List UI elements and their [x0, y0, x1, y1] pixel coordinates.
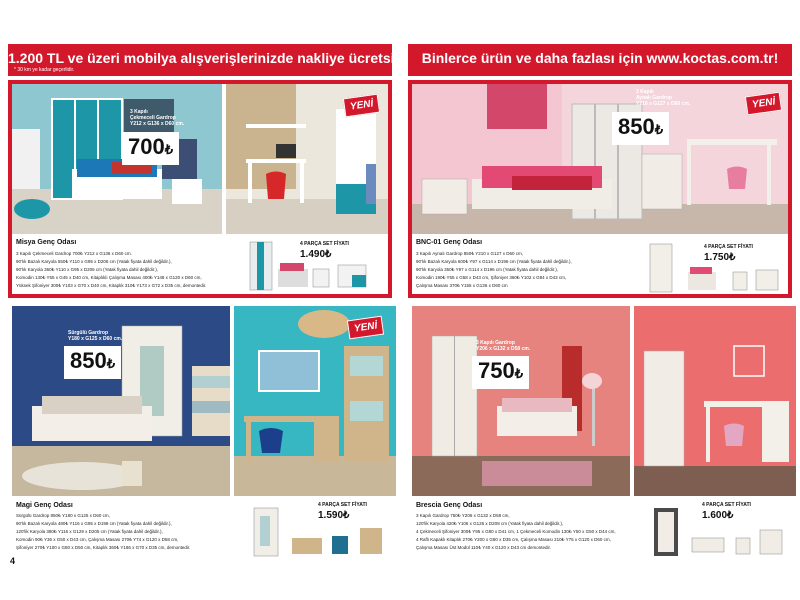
spec-list — [416, 512, 652, 552]
product-label — [68, 330, 122, 342]
badge-currency: ₺ — [164, 142, 173, 157]
misya-bedroom-photo — [12, 84, 222, 234]
set-price: 1.600₺ — [702, 510, 734, 521]
spec-line: 3 Kapılı Çekmeceli Gardrop 700₺ Y212 x G136 x D60 cm. — [16, 251, 132, 256]
label-line: Y212 x G136 x D60 cm. — [130, 121, 185, 127]
banner-text: 1.200 TL ve üzeri mobilya alışverişlerinizde nakliye ücretsiz! — [8, 50, 407, 66]
set-items-thumbnails — [252, 506, 392, 561]
set-label: 4 PARÇA SET FİYATI — [300, 241, 349, 247]
price-badge — [472, 356, 529, 389]
set-title: BNC-01 Genç Odası — [416, 239, 483, 246]
badge-price: 750 — [478, 358, 515, 383]
bnc01-room-illustration — [412, 84, 788, 234]
spec-line: 4 Çekmeceli Şifoniyer 300₺ Y95 x G80 x D41 cm, 1 Çekmeceli Komodin 130₺ Y50 x G50 x D44 cm, — [416, 529, 616, 534]
badge-price: 850 — [618, 114, 655, 139]
label-line: 3 Kapılı — [130, 109, 148, 115]
price-badge — [64, 346, 121, 379]
set-price: 1.490₺ — [300, 249, 332, 260]
set-label: 4 PARÇA SET FİYATI — [318, 502, 367, 508]
spec-line: 3 Kapılı Aynalı Gardrop 850₺ Y210 x G127 x D60 cm, — [416, 251, 524, 256]
magi-bedroom-photo — [12, 306, 230, 496]
set-items-thumbnails — [648, 242, 788, 297]
spec-line: 120'lik Karyola 380₺ Y116 x G129 x D205 cm (Yatak fiyata dahil değildir.), — [16, 529, 163, 534]
label-line: 3 Kapılı — [636, 89, 654, 95]
new-tag: YENİ — [347, 316, 385, 340]
spec-line: Çalışma Masası 370₺ Y155 x G136 x D60 cm — [416, 283, 508, 288]
label-line: Sürgülü Gardrop — [68, 330, 108, 336]
spec-line: Yüksek Şifoniyer 300₺ Y103 x G70 x D40 cm, Kitaplık 310₺ Y173 x G72 x D35 cm, demontedir. — [16, 283, 207, 288]
set-title: Magi Genç Odası — [16, 502, 73, 509]
spec-line: Şifoniyer 270₺ Y100 x G80 x D50 cm, Kitaplık 360₺ Y186 x G70 x D35 cm, demontedir. — [16, 545, 191, 550]
website-banner — [408, 44, 792, 76]
misya-panel — [8, 80, 392, 298]
badge-price: 850 — [70, 348, 107, 373]
spec-list — [416, 250, 652, 290]
spec-line: 3 Kapılı Gardrop 750₺ Y206 x G132 x D58 cm, — [416, 513, 510, 518]
misya-room-illustration — [12, 84, 222, 234]
page-number: 4 — [10, 556, 16, 566]
brescia-desk-photo — [634, 306, 796, 496]
label-line: Çekmeceli Gardrop — [130, 115, 176, 121]
spec-line: 90'lık Karyola 360₺ Y110 x G95 x D206 cm (Yatak fiyata dahil değildir.), — [16, 267, 159, 272]
product-label — [636, 89, 690, 107]
bnc01-bedroom-photo — [412, 84, 788, 234]
spec-line: 90'lık Karyola 350₺ Y97 x G114 x D196 cm (Yatak fiyata dahil değildir.), — [416, 267, 559, 272]
brescia-bedroom-photo — [412, 306, 630, 496]
brescia-panel — [408, 302, 792, 560]
price-badge — [122, 132, 179, 165]
label-line: Y180 x G125 x D60 cm. — [68, 336, 123, 342]
spec-line: Çalışma Masası Üst Modül 110₺ Y40 x G120 x D43 cm demontedir. — [416, 545, 552, 550]
badge-currency: ₺ — [654, 122, 663, 137]
new-tag: YENİ — [745, 92, 783, 116]
label-line: Y206 x G132 x D58 cm. — [476, 346, 531, 352]
spec-line: 90'lık Bazalı Karyola 550₺ Y110 x G95 x D206 cm (Yatak fiyata dahil değildir.), — [16, 259, 172, 264]
set-label: 4 PARÇA SET FİYATI — [704, 244, 753, 250]
free-delivery-banner — [8, 44, 407, 76]
spec-line: Sürgülü Gardrop 850₺ Y180 x G125 x D60 cm, — [16, 513, 110, 518]
set-label: 4 PARÇA SET FİYATI — [702, 502, 751, 508]
magi-desk-photo — [234, 306, 396, 496]
new-tag: YENİ — [343, 94, 381, 118]
bnc01-panel — [408, 80, 792, 298]
spec-line: 120'lik Karyola 420₺ Y106 x G126 x D208 cm (Yatak fiyata dahil değildir.), — [416, 521, 564, 526]
badge-currency: ₺ — [514, 366, 523, 381]
misya-desk-photo — [226, 84, 388, 234]
product-label — [476, 340, 530, 352]
set-title: Brescia Genç Odası — [416, 502, 483, 509]
badge-currency: ₺ — [106, 356, 115, 371]
set-title: Misya Genç Odası — [16, 239, 77, 246]
set-price: 1.750₺ — [704, 252, 736, 263]
set-items-thumbnails — [652, 506, 792, 561]
brescia-desk-illustration — [634, 306, 796, 496]
product-label — [130, 109, 184, 127]
banner-text: Binlerce ürün ve daha fazlası için www.koctas.com.tr! — [421, 50, 779, 66]
spec-line: 90'lık Bazalı Karyola 480₺ Y116 x G95 x D198 cm (Yatak fiyata dahil değildir.), — [16, 521, 172, 526]
banner-footnote: * 30 km ye kadar geçerlidir. — [14, 67, 75, 73]
label-line: Aynalı Gardrop — [636, 95, 672, 101]
set-items-thumbnails — [248, 239, 388, 294]
set-price: 1.590₺ — [318, 510, 350, 521]
spec-line: 4 Raflı Kapaklı Kitaplık 270₺ Y200 x G80 x D35 cm, Çalışma Masası 210₺ Y75 x G120 x D60 cm, — [416, 537, 611, 542]
spec-line: Komodin 90₺ Y36 x G50 x D43 cm, Çalışma Masası 270₺ Y74 x G120 x D58 cm, — [16, 537, 179, 542]
spec-line: Komodin 190₺ Y55 x G58 x D43 cm, Şifoniyer 360₺ Y102 x G84 x D43 cm, — [416, 275, 567, 280]
spec-list — [16, 250, 252, 290]
label-line: Y210 x G127 x D60 cm. — [636, 101, 691, 107]
badge-price: 700 — [128, 134, 165, 159]
brescia-room-illustration — [412, 306, 630, 496]
label-line: 3 Kapılı Gardrop — [476, 340, 515, 346]
price-badge — [612, 112, 669, 145]
spec-list — [16, 512, 252, 552]
spec-line: Komodin 130₺ Y55 x G45 x D40 cm, Kitaplıklı Çalışma Masası 400₺ Y148 x G120 x D60 cm, — [16, 275, 202, 280]
magi-panel — [8, 302, 392, 560]
spec-line: 90'lık Bazalı Karyola 600₺ Y97 x G114 x D196 cm (Yatak fiyata dahil değildir.), — [416, 259, 572, 264]
